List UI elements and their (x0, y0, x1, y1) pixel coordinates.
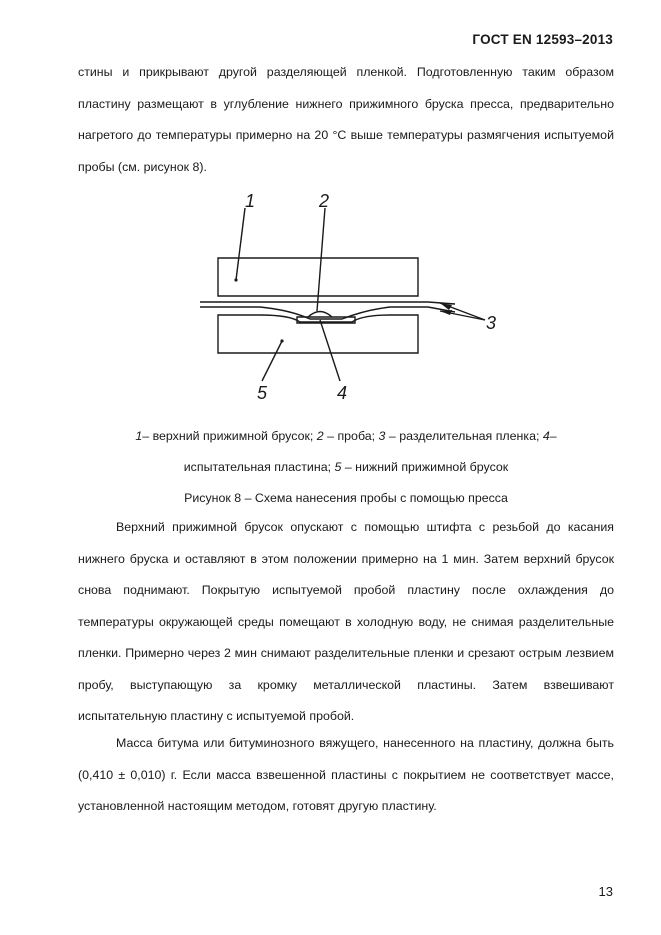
lower-pressing-block (218, 315, 418, 353)
marker-dot-upper-block (234, 278, 237, 281)
separating-film-upper (200, 302, 455, 304)
legend-text-1: – верхний прижимной брусок; (142, 429, 317, 443)
figure-legend-line-2 (78, 452, 614, 483)
legend-number-3: 3 (378, 429, 386, 443)
legend-text-5: – нижний прижимной брусок (341, 460, 509, 474)
figure-caption: Рисунок 8 – Схема нанесения пробы с помощью пресса (184, 491, 508, 505)
press-diagram-svg (190, 188, 510, 413)
paragraph-sample-placement: стины и прикрывают другой разделяющей пленкой. Подготовленную таким образом пластину размещают в углубление нижнего прижимного бруска пресса, предварительно нагретого до температуры примерно на 20 °С выше температуры размягчения испытуемой пробы (см. рисунок 8). (78, 65, 614, 174)
paragraph-pressing-procedure: Верхний прижимной брусок опускают с помощью штифта с резьбой до касания нижнего бруска и оставляют в этом положении примерно на 1 мин. Затем верхний брусок снова поднимают. Покрытую испытуемой пробой пластину после охлаждения до температуры окружающей среды помещают в холодную воду, не снимая разделительные пленки. Примерно через 2 мин снимают разделительные пленки и срезают острым лезвием пробу, выступающую за кромку металлической пластины. Затем взвешивают испытательную пластину с испытуемой пробой. (78, 520, 614, 723)
label-2: 2 (319, 191, 330, 211)
paragraph-mass-requirement: Масса битума или битуминозного вяжущего, нанесенного на пластину, должна быть (0,410 ± 0,010) г. Если масса взвешенной пластины с покрытием не соответствует массе, установленной настоящим методом, готовят другую пластину. (78, 736, 614, 813)
label-1: 1 (245, 191, 256, 211)
label-3: 3 (486, 313, 497, 333)
leader-line-4 (320, 320, 340, 381)
legend-number-2: 2 (316, 429, 324, 443)
legend-number-1: 1 (135, 429, 143, 443)
legend-number-5: 5 (334, 460, 342, 474)
legend-text-4: – (549, 429, 557, 443)
legend-text-3: – разделительная пленка; (385, 429, 543, 443)
figure-legend-line-1 (78, 421, 614, 452)
sample-drop (308, 312, 332, 318)
leader-line-5 (262, 341, 282, 381)
legend-text-2: – проба; (323, 429, 379, 443)
page-number: 13 (598, 884, 613, 899)
figure-press-diagram (190, 188, 510, 413)
leader-line-1 (236, 208, 245, 280)
label-4: 4 (337, 383, 348, 403)
legend-text-4b: испытательная пластина; (183, 460, 335, 474)
marker-dot-lower-block (280, 339, 283, 342)
document-code-header: ГОСТ EN 12593–2013 (472, 32, 613, 47)
label-5: 5 (257, 383, 268, 403)
legend-number-4: 4 (542, 429, 550, 443)
